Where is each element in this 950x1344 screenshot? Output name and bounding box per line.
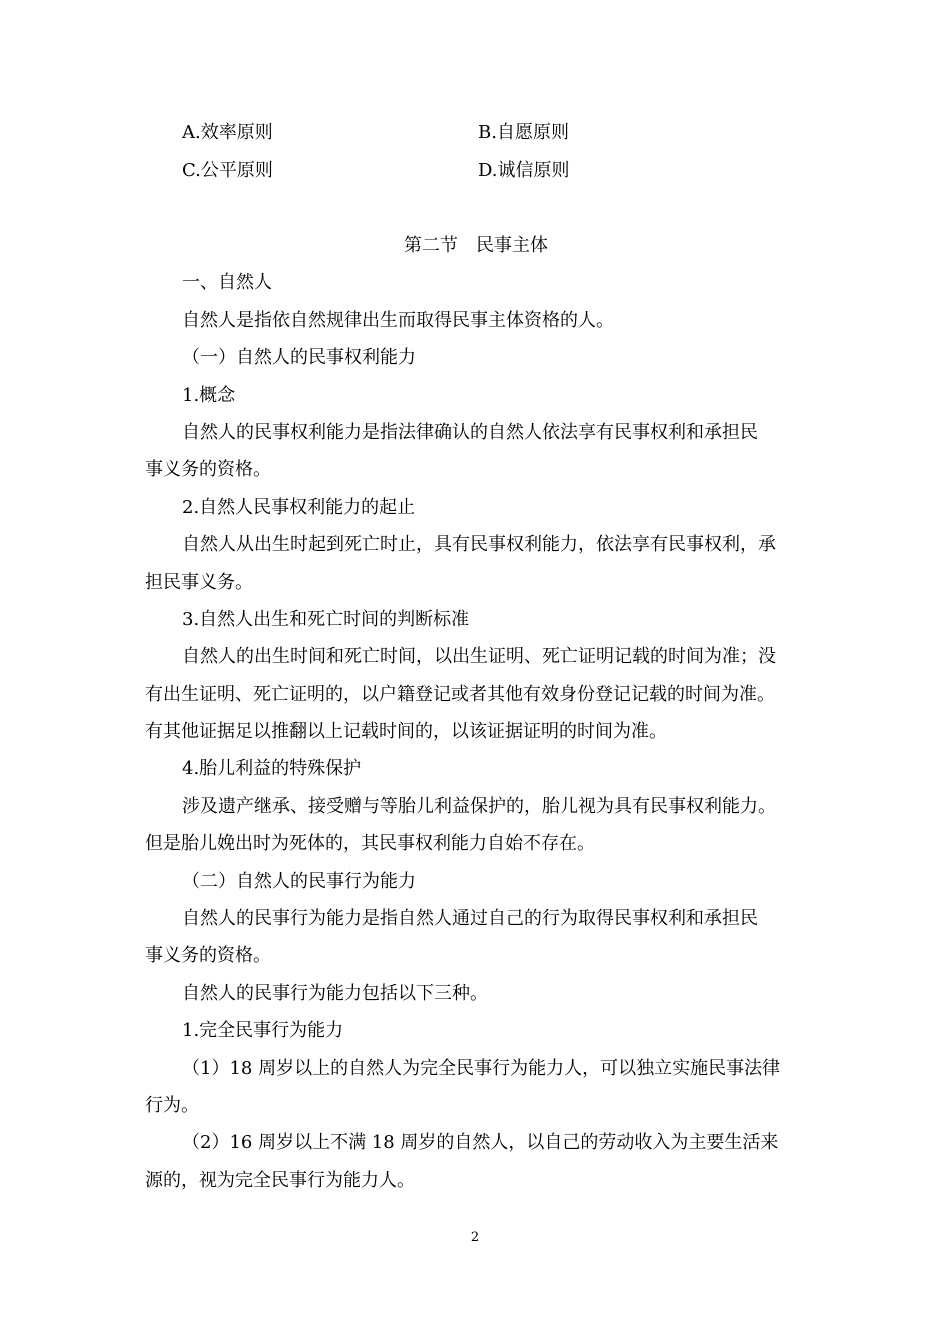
text-line: （2）16 周岁以上不满 18 周岁的自然人，以自己的劳动收入为主要生活来 [182,1132,779,1154]
text-line: 事义务的资格。 [145,459,271,481]
text-line: （二）自然人的民事行为能力 [182,870,416,892]
option-d: D.诚信原则 [478,160,570,181]
text-line: 自然人是指依自然规律出生而取得民事主体资格的人。 [182,309,614,331]
option-b: B.自愿原则 [478,122,569,143]
text-line: （1）18 周岁以上的自然人为完全民事行为能力人，可以独立实施民事法律 [182,1057,781,1079]
text-line: 自然人的民事行为能力包括以下三种。 [182,982,488,1004]
text-line: 4.胎儿利益的特殊保护 [182,758,362,780]
option-a: A.效率原则 [182,122,273,143]
text-line: 行为。 [145,1094,199,1116]
text-line: 但是胎儿娩出时为死体的，其民事权利能力自始不存在。 [145,833,595,855]
text-line: 有其他证据足以推翻以上记载时间的，以该证据证明的时间为准。 [145,721,667,743]
text-line: 事义务的资格。 [145,945,271,967]
text-line: 有出生证明、死亡证明的，以户籍登记或者其他有效身份登记记载的时间为准。 [145,683,775,705]
page-number: 2 [470,1230,480,1245]
text-line: 3.自然人出生和死亡时间的判断标准 [182,608,470,630]
text-line: 2.自然人民事权利能力的起止 [182,496,416,518]
text-line: 自然人从出生时起到死亡时止，具有民事权利能力，依法享有民事权利，承 [182,534,776,556]
text-line: 1.概念 [182,384,236,406]
text-line: 担民事义务。 [145,571,253,593]
option-c: C.公平原则 [182,160,273,181]
text-line: 自然人的民事权利能力是指法律确认的自然人依法享有民事权利和承担民 [182,421,758,443]
text-line: 自然人的民事行为能力是指自然人通过自己的行为取得民事权利和承担民 [182,908,758,930]
text-line: 源的，视为完全民事行为能力人。 [145,1169,415,1191]
text-line: 自然人的出生时间和死亡时间，以出生证明、死亡证明记载的时间为准；没 [182,646,776,668]
text-line: 一、自然人 [182,272,272,294]
text-line: 涉及遗产继承、接受赠与等胎儿利益保护的，胎儿视为具有民事权利能力。 [182,795,776,817]
body-text [145,234,807,1206]
text-line: 1.完全民事行为能力 [182,1020,344,1042]
text-line: （一）自然人的民事权利能力 [182,347,416,369]
section-heading: 第二节 民事主体 [404,235,548,256]
